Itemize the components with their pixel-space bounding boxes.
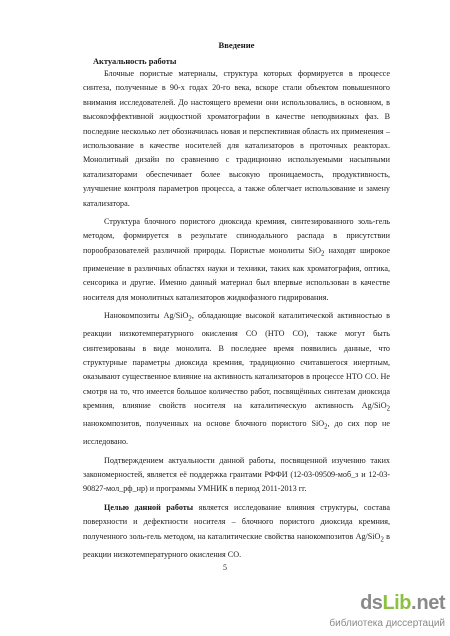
logo-wordmark	[360, 592, 445, 615]
logo-tagline: библиотека диссертаций	[329, 618, 445, 629]
paragraph-2	[83, 215, 390, 305]
paragraph-2-text-b: находят широкое применение в различных областях науки и техники, таких как хроматография, оптика, сенсорика и другие. Именно данный материал был впервые использован в качестве носителя для монолитных катализаторов жидкофазного гидрирования.	[83, 245, 390, 302]
paragraph-3	[83, 309, 390, 450]
paragraph-1	[83, 67, 390, 211]
subscript: 2	[324, 423, 328, 431]
subscript: 2	[380, 536, 384, 544]
subscript: 2	[386, 405, 390, 413]
logo-ds: ds	[360, 592, 383, 614]
paragraph-2-text-a: Структура блочного пористого диоксида кремния, синтезированного золь-гель методом, формируется в результате спинодального распада в присутствии порообразователей различной природы. Пористые монолиты SiO	[83, 217, 390, 255]
page-number: 5	[223, 563, 227, 572]
section-heading: Актуальность работы	[93, 57, 177, 66]
logo-net: net	[416, 592, 445, 614]
paragraph-5	[83, 501, 390, 562]
logo-lib: Lib	[382, 592, 411, 614]
subscript: 2	[320, 250, 325, 258]
paragraph-5-text-a: является исследование влияния структуры, состава поверхности и дефектности носителя – блочного пористого диоксида кремния, полученного золь-гель методом, на каталитические свойства нанокомпозитов Ag/SiO	[83, 502, 390, 541]
logo-dot: .	[410, 592, 417, 614]
paragraph-4-text: Подтверждением актуальности данной работы, посвященной изучению таких закономерностей, является её поддержка грантами РФФИ (12-03-09509-моб_з и 12-03-90827-мол_рф_нр) и программы УМНИК в период 2011-2013 гг.	[83, 455, 390, 494]
paragraph-5-text-b: в реакции низкотемпературного окисления СО.	[83, 531, 391, 559]
subscript: 2	[188, 315, 192, 323]
paragraph-3-text-b: , обладающие высокой каталитической активностью в реакции низкотемпературного окисления СО (НТО СО), также могут быть синтезированы в виде монолита. В последнее время появились данные, что структурные параметры диоксида кремния, традиционно считавшегося инертным, оказывают существенное влияние на активность катализаторов в процессе НТО СО. Не смотря на то, что имеется большое количество работ, посвящённых синтезам диоксида кремния, влияние свойств носителя на каталитическую активность Ag/SiO	[83, 311, 390, 411]
paragraph-3-text-a: Нанокомпозиты Ag/SiO	[104, 311, 189, 321]
paragraph-1-text: Блочные пористые материалы, структура которых формируется в процессе синтеза, полученные в 90-х годах 20-го века, вскоре стали объектом повышенного внимания исследователей. До настоящего времени они использовались, в основном, в высокоэффективной жидкостной хроматографии в качестве неподвижных фаз. В последние несколько лет обозначилась новая и перспективная область их применения – использование в качестве носителей для катализаторов в проточных реакторах. Монолитный дизайн по сравнению с традиционно используемыми насыпными катализаторами обеспечивает более высокую проницаемость, продуктивность, улучшение контроля параметров процесса, а также облегчает использование и замену катализатора.	[83, 69, 390, 208]
goal-label: Целью данной работы	[104, 502, 194, 512]
dslib-watermark-logo[interactable]	[315, 592, 445, 634]
page-title: Введение	[218, 40, 255, 50]
paragraph-3-text-c: нанокомпозитов, полученных на основе блочного пористого SiO	[83, 419, 325, 429]
paragraph-3-text-d: , до сих пор не исследовано.	[83, 419, 390, 447]
paragraph-4	[83, 454, 390, 497]
document-page	[83, 40, 390, 562]
